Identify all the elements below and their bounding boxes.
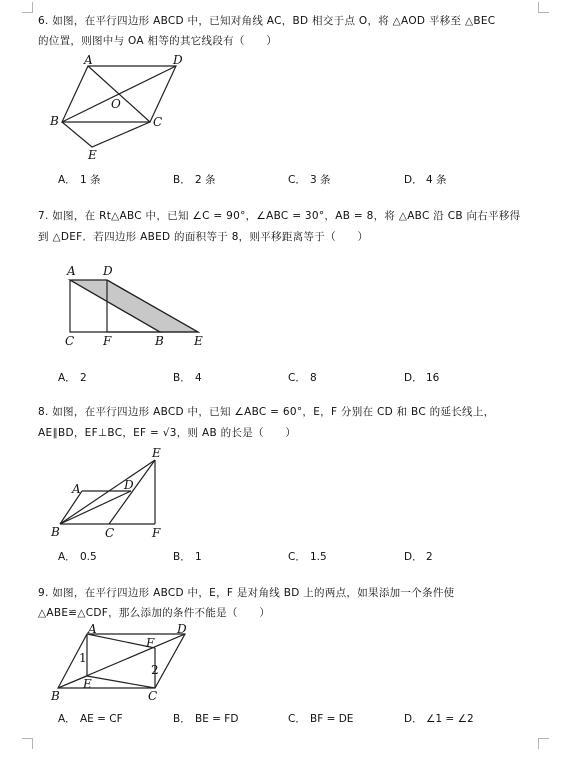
question-9-text-line-1: 9. 如图，在平行四边形 ABCD 中，E，F 是对角线 BD 上的两点，如果添加一个条件使: [38, 587, 455, 599]
option-a[interactable]: A． 2: [58, 372, 87, 384]
question-8-figure: [45, 445, 175, 545]
question-6-text-line-1: 6. 如图，在平行四边形 ABCD 中，已知对角线 AC，BD 相交于点 O，将 △AOD 平移至 △BEC: [38, 15, 496, 27]
option-b[interactable]: B． 4: [173, 372, 202, 384]
label-A: A: [88, 622, 97, 636]
option-a[interactable]: A． 0.5: [58, 551, 97, 563]
label-B: B: [51, 689, 60, 703]
option-d[interactable]: D． 2: [404, 551, 433, 563]
segment-ce: [109, 460, 155, 524]
question-6-figure: [40, 52, 200, 167]
label-D: D: [173, 53, 183, 67]
option-d[interactable]: D． 4 条: [404, 174, 447, 186]
question-8-options: [58, 549, 538, 563]
segment-af: [87, 634, 155, 648]
question-9-figure: [45, 622, 205, 710]
angle-2-label: 2: [151, 663, 159, 677]
shaded-quadrilateral-abed: [70, 280, 198, 332]
label-A: A: [84, 53, 93, 67]
label-E: E: [152, 446, 161, 460]
label-F: F: [152, 526, 161, 540]
corner-mark-bottom-left: [22, 738, 33, 749]
label-E: E: [83, 677, 92, 691]
triangle-bec: [62, 122, 150, 147]
label-E: E: [194, 334, 203, 348]
label-C: C: [148, 689, 158, 703]
option-d[interactable]: D． 16: [404, 372, 440, 384]
question-7-figure: [55, 262, 215, 352]
question-9-text-line-2: △ABE≌△CDF，那么添加的条件不能是（ ）: [38, 607, 271, 619]
question-6-text-line-2: 的位置，则图中与 OA 相等的其它线段有（ ）: [38, 35, 278, 47]
question-8-text-line-2: AE∥BD，EF⊥BC，EF = √3，则 AB 的长是（ ）: [38, 427, 297, 439]
label-C: C: [153, 115, 163, 129]
label-B: B: [155, 334, 164, 348]
option-c[interactable]: C． 3 条: [288, 174, 331, 186]
label-F: F: [103, 334, 112, 348]
label-E: E: [88, 148, 97, 162]
segment-ec: [87, 676, 155, 688]
question-7-options: [58, 370, 538, 384]
question-7-text-line-1: 7. 如图，在 Rt△ABC 中，已知 ∠C = 90°，∠ABC = 30°，AB = 8，将 △ABC 沿 CB 向右平移得: [38, 210, 521, 222]
option-b[interactable]: B． BE = FD: [173, 713, 239, 725]
corner-mark-bottom-right: [538, 738, 549, 749]
label-F: F: [146, 636, 155, 650]
label-D: D: [177, 622, 187, 636]
angle-1-label: 1: [79, 651, 87, 665]
question-8-text-line-1: 8. 如图，在平行四边形 ABCD 中，已知 ∠ABC = 60°，E，F 分别在 CD 和 BC 的延长线上，: [38, 406, 495, 418]
question-6-options: [58, 172, 538, 186]
option-a[interactable]: A． AE = CF: [58, 713, 123, 725]
diagonal-bd: [62, 66, 176, 122]
label-C: C: [105, 526, 115, 540]
option-b[interactable]: B． 2 条: [173, 174, 216, 186]
label-A: A: [72, 482, 81, 496]
question-7-text-line-2: 到 △DEF．若四边形 ABED 的面积等于 8，则平移距离等于（ ）: [38, 231, 369, 243]
option-d[interactable]: D． ∠1 = ∠2: [404, 713, 474, 725]
option-b[interactable]: B． 1: [173, 551, 202, 563]
label-O: O: [111, 97, 121, 111]
label-C: C: [65, 334, 75, 348]
option-c[interactable]: C． 8: [288, 372, 317, 384]
option-c[interactable]: C． 1.5: [288, 551, 327, 563]
label-D: D: [124, 478, 134, 492]
corner-mark-top-right: [538, 2, 549, 13]
option-a[interactable]: A． 1 条: [58, 174, 101, 186]
label-A: A: [67, 264, 76, 278]
question-9-options: [58, 711, 538, 725]
corner-mark-top-left: [22, 2, 33, 13]
label-D: D: [103, 264, 113, 278]
option-c[interactable]: C． BF = DE: [288, 713, 354, 725]
label-B: B: [50, 114, 59, 128]
label-B: B: [51, 525, 60, 539]
